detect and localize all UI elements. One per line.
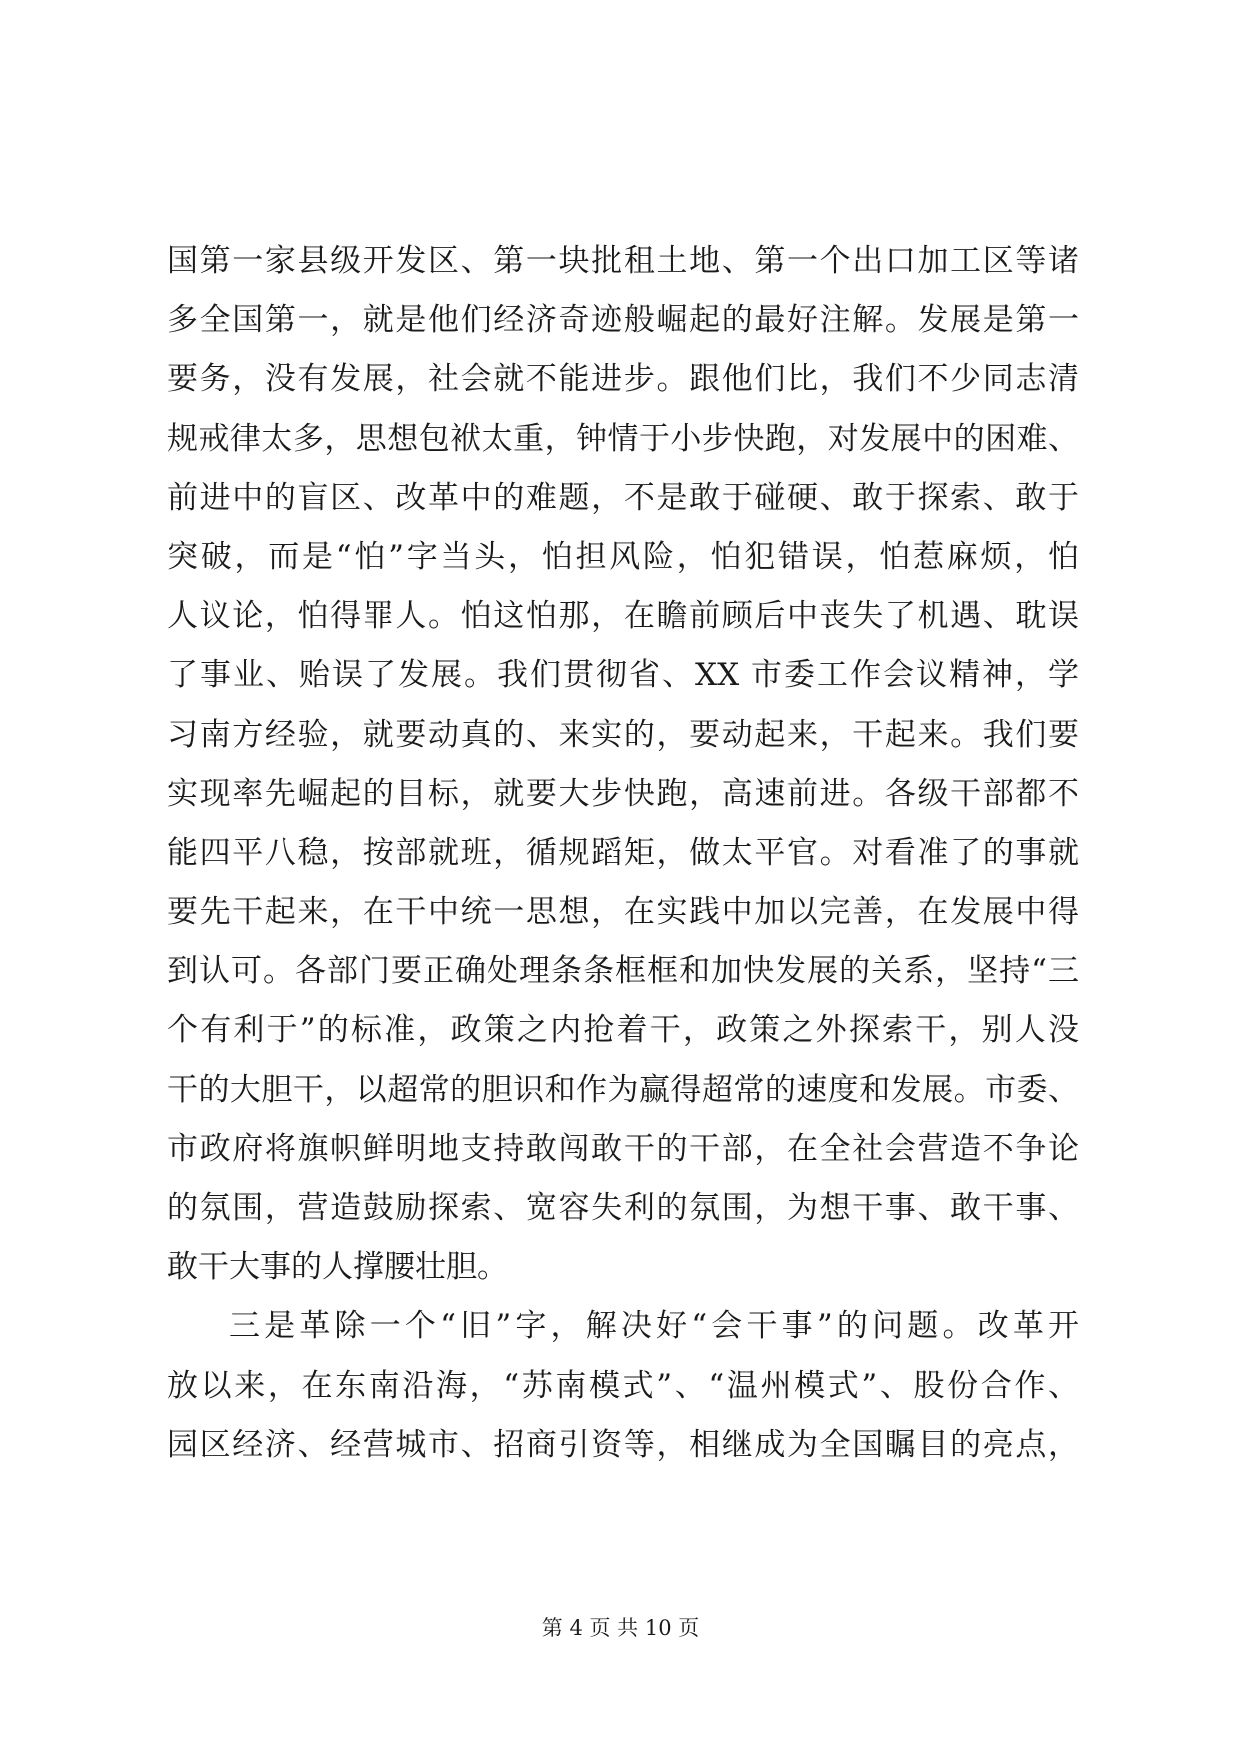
paragraph-end-line: 敢干大事的人撑腰壮胆。 [167, 1249, 508, 1286]
text-line: 规戒律太多，思想包袱太重，钟情于小步快跑，对发展中的困难、 [167, 420, 1079, 457]
body-text [167, 232, 1079, 1475]
text-line: 到认可。各部门要正确处理条条框框和加快发展的关系，坚持“三 [167, 953, 1079, 990]
text-line: 的氛围，营造鼓励探索、宽容失利的氛围，为想干事、敢干事、 [167, 1190, 1079, 1226]
text-line: 放以来，在东南沿海，“苏南模式”、“温州模式”、股份合作、 [167, 1367, 1079, 1404]
text-line: 习南方经验，就要动真的、来实的，要动起来，干起来。我们要 [167, 716, 1079, 753]
text-line: 要务，没有发展，社会就不能进步。跟他们比，我们不少同志清 [167, 361, 1079, 398]
page-number-footer: 第 4 页 共 10 页 [541, 1616, 700, 1640]
text-line: 市政府将旗帜鲜明地支持敢闯敢干的干部，在全社会营造不争论 [167, 1130, 1079, 1167]
text-line: 个有利于”的标准，政策之内抢着干，政策之外探索干，别人没 [167, 1012, 1079, 1049]
text-line: 多全国第一，就是他们经济奇迹般崛起的最好注解。发展是第一 [167, 302, 1079, 339]
text-line: 突破，而是“怕”字当头，怕担风险，怕犯错误，怕惹麻烦，怕 [167, 538, 1079, 575]
text-line: 能四平八稳，按部就班，循规蹈矩，做太平官。对看准了的事就 [167, 834, 1079, 871]
text-line: 干的大胆干，以超常的胆识和作为赢得超常的速度和发展。市委、 [167, 1071, 1079, 1108]
text-line: 人议论，怕得罪人。怕这怕那，在瞻前顾后中丧失了机遇、耽误 [167, 598, 1079, 635]
text-line: 了事业、贻误了发展。我们贯彻省、XX 市委工作会议精神，学 [167, 657, 1079, 694]
paragraph-start-line: 三是革除一个“旧”字，解决好“会干事”的问题。改革开 [229, 1308, 1079, 1345]
text-line: 园区经济、经营城市、招商引资等，相继成为全国瞩目的亮点， [167, 1426, 1079, 1463]
text-line: 国第一家县级开发区、第一块批租土地、第一个出口加工区等诸 [167, 243, 1079, 279]
text-line: 实现率先崛起的目标，就要大步快跑，高速前进。各级干部都不 [167, 775, 1079, 812]
text-line: 要先干起来，在干中统一思想，在实践中加以完善，在发展中得 [167, 894, 1079, 931]
text-line: 前进中的盲区、改革中的难题，不是敢于碰硬、敢于探索、敢于 [167, 479, 1079, 516]
